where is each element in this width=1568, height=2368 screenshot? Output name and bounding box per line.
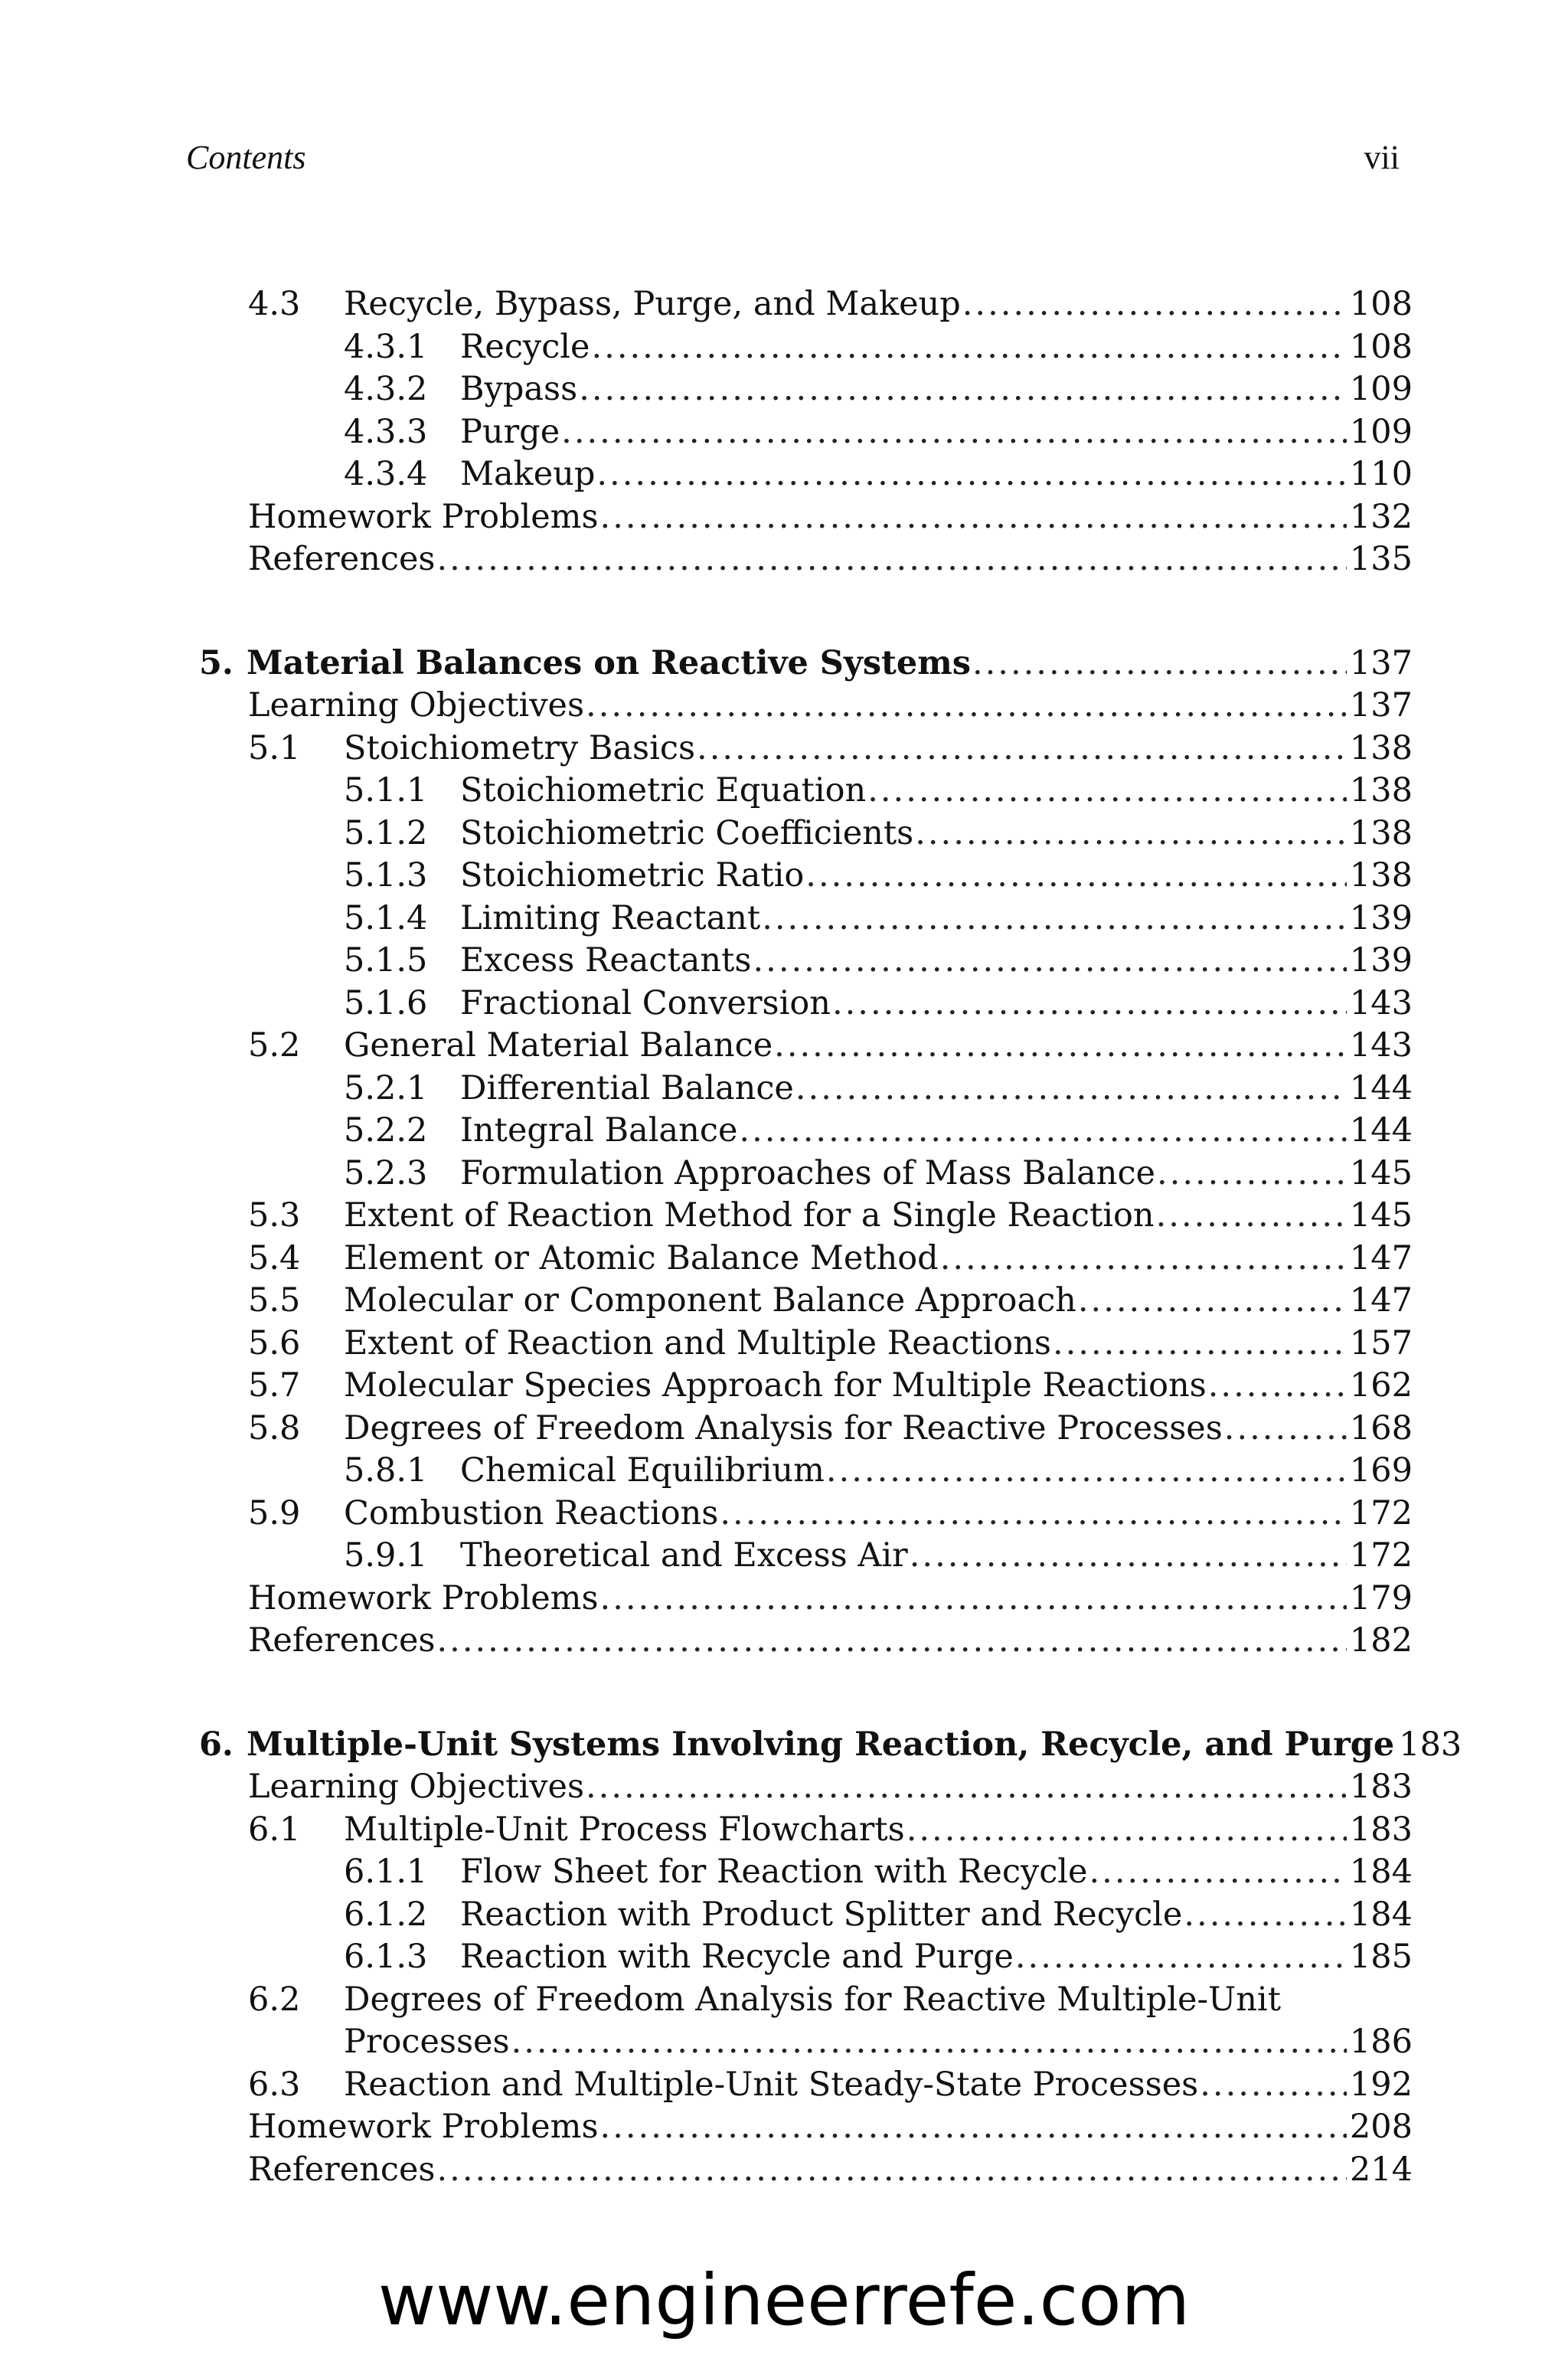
toc-entry[interactable] [199,1323,1413,1366]
dot-leader [972,643,1347,685]
toc-entry-title: Stoichiometric Ratio [460,855,805,898]
toc-entry-title: Molecular Species Approach for Multiple Reactions [344,1365,1208,1408]
toc-entry[interactable] [199,770,1413,813]
toc-page-number: 168 [1347,1408,1413,1451]
toc-entry-leader [460,1450,1413,1493]
toc-entry[interactable] [199,1851,1413,1894]
toc-entry-title: References [248,2149,436,2192]
watermark-url: www.engineerrefe.com [377,2259,1191,2341]
toc-entry-title: Stoichiometric Equation [460,770,867,813]
toc-entry-leader [247,1724,1462,1767]
toc-entry-title: Differential Balance [460,1068,795,1110]
toc-page-number: 145 [1347,1195,1413,1238]
toc-page-number: 192 [1347,2064,1413,2107]
toc-page-number: 139 [1347,898,1413,940]
dot-leader [805,855,1347,898]
toc-entry-number: 6. [199,1725,234,1764]
toc-entry-number: 4.3.4 [344,455,428,493]
toc-entry-leader [344,1323,1413,1366]
toc-entry-leader [248,496,1413,539]
toc-page-number: 186 [1347,2021,1413,2064]
toc-entry[interactable] [199,685,1413,728]
toc-page-number: 172 [1347,1535,1413,1578]
dot-leader [910,1535,1347,1578]
toc-page-number: 169 [1347,1450,1413,1493]
toc-entry[interactable] [199,940,1413,983]
toc-entry[interactable] [199,326,1413,369]
dot-leader [586,685,1347,728]
toc-entry-leader [344,283,1413,326]
dot-leader [1015,1936,1347,1979]
toc-page-number: 110 [1347,453,1413,496]
toc-entry-leader [460,770,1413,813]
dot-leader [739,1110,1347,1153]
toc-entry-title: Degrees of Freedom Analysis for Reactive Multiple-Unit [344,1979,1282,2022]
toc-entry-leader [248,685,1413,728]
toc-entry-leader [460,1894,1413,1937]
toc-entry-leader [460,813,1413,855]
toc-entry-title: Learning Objectives [248,685,586,728]
toc-entry-leader [344,728,1413,770]
toc-entry-number: 5.4 [248,1238,301,1277]
toc-entry-number: 5.5 [248,1281,301,1320]
dot-leader [962,283,1347,326]
toc-entry-title: References [248,1620,436,1663]
toc-entry-leader [344,1979,1282,2022]
toc-entry-leader [460,453,1413,496]
toc-entry[interactable] [199,2106,1413,2149]
toc-entry-title: Multiple-Unit Systems Involving Reaction, Recycle, and Purge [247,1724,1396,1767]
dot-leader [436,1620,1346,1663]
toc-page-number: 139 [1347,940,1413,983]
toc-page-number: 147 [1347,1238,1413,1280]
toc-chapter-entry[interactable] [199,643,1413,685]
dot-leader [1089,1851,1346,1894]
toc-entry[interactable] [199,855,1413,898]
toc-entry-leader [460,983,1413,1025]
toc-entry[interactable] [199,368,1413,411]
toc-page-number: 183 [1347,1809,1413,1852]
toc-entry[interactable] [199,538,1413,581]
toc-entry[interactable] [199,1450,1413,1493]
toc-entry-title: Integral Balance [460,1110,739,1153]
toc-entry-number: 6.2 [248,1980,301,2019]
dot-leader [1156,1195,1347,1238]
dot-leader [720,1493,1347,1536]
toc-entry[interactable] [199,1936,1413,1979]
toc-entry-leader [344,1238,1413,1280]
toc-entry[interactable] [199,411,1413,454]
toc-page-number: 132 [1347,496,1413,539]
toc-entry[interactable] [199,983,1413,1025]
toc-entry-title: Homework Problems [248,1578,600,1621]
toc-page-number: 162 [1347,1365,1413,1408]
toc-entry-number: 5.2.2 [344,1111,428,1150]
toc-entry[interactable] [199,2149,1413,2192]
dot-leader [586,1766,1347,1809]
toc-entry-title: Excess Reactants [460,940,753,983]
toc-page-number: 144 [1347,1110,1413,1153]
toc-entry-number: 6.1.1 [344,1853,428,1891]
dot-leader [774,1025,1347,1068]
toc-entry-title: Multiple-Unit Process Flowcharts [344,1809,906,1852]
toc-entry[interactable] [199,1493,1413,1536]
dot-leader [940,1238,1347,1280]
toc-entry[interactable] [199,1238,1413,1280]
toc-entry[interactable] [199,898,1413,940]
toc-entry-title: Combustion Reactions [344,1493,720,1536]
toc-entry-title: Extent of Reaction Method for a Single Reaction [344,1195,1156,1238]
running-title: Contents [186,139,306,176]
toc-entry-title: Reaction with Product Splitter and Recycle [460,1894,1184,1937]
dot-leader [1224,1408,1347,1451]
dot-leader [436,538,1346,581]
toc-page-number: 143 [1347,983,1413,1025]
toc-entry-number: 5.8.1 [344,1451,428,1490]
toc-page-number: 157 [1347,1323,1413,1366]
toc-entry-number: 5.1.6 [344,983,428,1022]
toc-entry-leader [460,1153,1413,1195]
toc-entry-leader [460,1535,1413,1578]
section-gap [199,581,1413,643]
toc-entry-leader [460,898,1413,940]
dot-leader [915,813,1347,855]
toc-entry[interactable] [199,1408,1413,1451]
toc-entry-title: Element or Atomic Balance Method [344,1238,940,1280]
toc-entry[interactable] [199,2021,1413,2064]
table-of-contents [199,283,1462,2191]
toc-page-number: 108 [1347,283,1413,326]
toc-page-number: 182 [1347,1620,1413,1663]
toc-entry-number: 5.8 [248,1408,301,1447]
toc-entry-title: Degrees of Freedom Analysis for Reactive Processes [344,1408,1224,1451]
toc-entry-leader [460,326,1413,369]
toc-entry[interactable] [199,1578,1413,1621]
toc-entry-number: 6.3 [248,2065,301,2104]
toc-entry-title: Flow Sheet for Reaction with Recycle [460,1851,1089,1894]
dot-leader [600,2106,1347,2149]
toc-entry-number: 6.1.3 [344,1938,428,1976]
toc-page-number: 184 [1347,1894,1413,1937]
toc-entry-title: Chemical Equilibrium [460,1450,826,1493]
toc-page-number: 109 [1347,411,1413,454]
toc-entry[interactable] [199,496,1413,539]
toc-entry-title: References [248,538,436,581]
toc-entry-leader [344,1280,1413,1323]
toc-entry-number: 5.6 [248,1323,301,1362]
toc-entry-number: 5.1 [248,728,301,767]
dot-leader [511,2021,1347,2064]
toc-page-number: 138 [1347,728,1413,770]
dot-leader [1200,2064,1347,2107]
dot-leader [1157,1153,1347,1195]
toc-page-number: 185 [1347,1936,1413,1979]
dot-leader [832,983,1347,1025]
toc-entry[interactable] [199,1809,1413,1852]
toc-entry[interactable] [199,1365,1413,1408]
toc-entry-leader [248,538,1413,581]
dot-leader [591,326,1346,369]
dot-leader [561,411,1347,454]
dot-leader [762,898,1347,940]
toc-entry[interactable] [199,453,1413,496]
toc-entry-leader [344,2064,1413,2107]
toc-entry-number: 5.1.3 [344,856,428,895]
toc-entry[interactable] [199,1153,1413,1195]
toc-entry-title: Formulation Approaches of Mass Balance [460,1153,1157,1195]
toc-entry-number: 6.1 [248,1810,301,1849]
toc-entry-leader [460,1110,1413,1153]
toc-entry[interactable] [199,1894,1413,1937]
toc-page-number: 183 [1347,1766,1413,1809]
toc-entry-title: Theoretical and Excess Air [460,1535,910,1578]
toc-entry-number: 4.3.1 [344,327,428,366]
toc-entry-number: 4.3.3 [344,412,428,451]
toc-entry-leader [460,1068,1413,1110]
dot-leader [753,940,1346,983]
toc-page-number: 172 [1347,1493,1413,1536]
toc-entry-title: Reaction and Multiple-Unit Steady-State Processes [344,2064,1200,2107]
toc-page-number: 108 [1347,326,1413,369]
dot-leader [906,1809,1347,1852]
toc-entry-number: 5.2 [248,1026,301,1065]
toc-entry-leader [344,2021,1413,2064]
toc-entry-title: Stoichiometry Basics [344,728,697,770]
toc-page-number: 214 [1347,2149,1413,2192]
toc-entry-leader [248,1766,1413,1809]
toc-entry-leader [248,2106,1413,2149]
toc-chapter-entry[interactable] [199,1724,1462,1767]
toc-entry-number: 5.7 [248,1366,301,1405]
toc-page-number: 138 [1347,813,1413,855]
toc-entry[interactable] [199,2064,1413,2107]
dot-leader [1208,1365,1347,1408]
toc-entry-leader [344,1025,1413,1068]
page-header [186,138,1400,191]
dot-leader [579,368,1347,411]
toc-entry-title: Extent of Reaction and Multiple Reactions [344,1323,1053,1366]
toc-entry[interactable] [199,813,1413,855]
toc-page-number: 184 [1347,1851,1413,1894]
toc-entry-number: 5.1.2 [344,813,428,852]
toc-entry-leader [248,1578,1413,1621]
dot-leader [1078,1280,1347,1323]
toc-entry-title: Makeup [460,453,596,496]
dot-leader [826,1450,1347,1493]
toc-entry-number: 5.1.1 [344,771,428,810]
toc-entry[interactable] [199,283,1413,326]
page-number: vii [1364,139,1400,176]
toc-entry-number: 5.3 [248,1196,301,1235]
toc-page-number: 109 [1347,368,1413,411]
toc-entry-number: 5.1.5 [344,941,428,980]
toc-entry-title: Recycle [460,326,591,369]
toc-entry-leader [344,1195,1413,1238]
toc-entry-number: 4.3.2 [344,370,428,408]
toc-entry[interactable] [199,728,1413,770]
toc-entry[interactable] [199,1979,1413,2022]
toc-page-number: 135 [1347,538,1413,581]
toc-entry-title: Purge [460,411,561,454]
dot-leader [600,496,1347,539]
section-gap [199,1663,1413,1724]
toc-entry-title: Limiting Reactant [460,898,762,940]
toc-page-number: 208 [1347,2106,1413,2149]
toc-page-number: 183 [1396,1724,1462,1767]
toc-entry-leader [460,1851,1413,1894]
dot-leader [596,453,1347,496]
toc-entry-leader [460,855,1413,898]
dot-leader [1053,1323,1347,1366]
toc-entry[interactable] [199,1110,1413,1153]
toc-entry[interactable] [199,1766,1413,1809]
toc-entry-leader [248,2149,1413,2192]
toc-entry-title: Stoichiometric Coefficients [460,813,915,855]
toc-page-number: 138 [1347,770,1413,813]
dot-leader [600,1578,1347,1621]
toc-entry[interactable] [199,1620,1413,1663]
toc-entry-title: Material Balances on Reactive Systems [247,643,972,685]
dot-leader [1184,1894,1347,1937]
toc-entry-title: Reaction with Recycle and Purge [460,1936,1015,1979]
toc-entry-title: General Material Balance [344,1025,774,1068]
toc-page-number: 137 [1347,643,1413,685]
toc-entry-number: 4.3 [248,285,301,323]
toc-entry[interactable] [199,1195,1413,1238]
toc-entry-leader [247,643,1413,685]
toc-entry[interactable] [199,1025,1413,1068]
toc-page-number: 179 [1347,1578,1413,1621]
dot-leader [697,728,1347,770]
toc-entry-number: 5.1.4 [344,898,428,937]
toc-entry-number: 5.9.1 [344,1536,428,1575]
dot-leader [795,1068,1347,1110]
toc-entry-title: Fractional Conversion [460,983,832,1025]
toc-page-number: 144 [1347,1068,1413,1110]
toc-entry-leader [460,368,1413,411]
dot-leader [867,770,1347,813]
toc-entry-leader [248,1620,1413,1663]
toc-page-number: 147 [1347,1280,1413,1323]
toc-entry-number: 5.9 [248,1493,301,1532]
toc-entry-title: Learning Objectives [248,1766,586,1809]
toc-entry-title: Homework Problems [248,496,600,539]
toc-entry-number: 5.2.1 [344,1068,428,1107]
toc-page-number: 145 [1347,1153,1413,1195]
toc-entry-leader [344,1408,1413,1451]
toc-entry-leader [344,1365,1413,1408]
toc-entry[interactable] [199,1535,1413,1578]
toc-entry-leader [344,1809,1413,1852]
toc-entry-number: 5.2.3 [344,1153,428,1192]
toc-entry-leader [460,1936,1413,1979]
toc-entry[interactable] [199,1280,1413,1323]
toc-entry-leader [460,940,1413,983]
toc-entry-title: Molecular or Component Balance Approach [344,1280,1078,1323]
toc-entry-leader [460,411,1413,454]
toc-entry-title: Recycle, Bypass, Purge, and Makeup [344,283,962,326]
toc-page-number: 138 [1347,855,1413,898]
toc-entry-title: Homework Problems [248,2106,600,2149]
toc-entry-leader [344,1493,1413,1536]
toc-entry-number: 5. [199,643,234,682]
toc-entry-title: Processes [344,2021,511,2064]
toc-entry[interactable] [199,1068,1413,1110]
dot-leader [436,2149,1346,2192]
toc-entry-title: Bypass [460,368,579,411]
toc-entry-number: 6.1.2 [344,1895,428,1934]
toc-page-number: 137 [1347,685,1413,728]
toc-page-number: 143 [1347,1025,1413,1068]
